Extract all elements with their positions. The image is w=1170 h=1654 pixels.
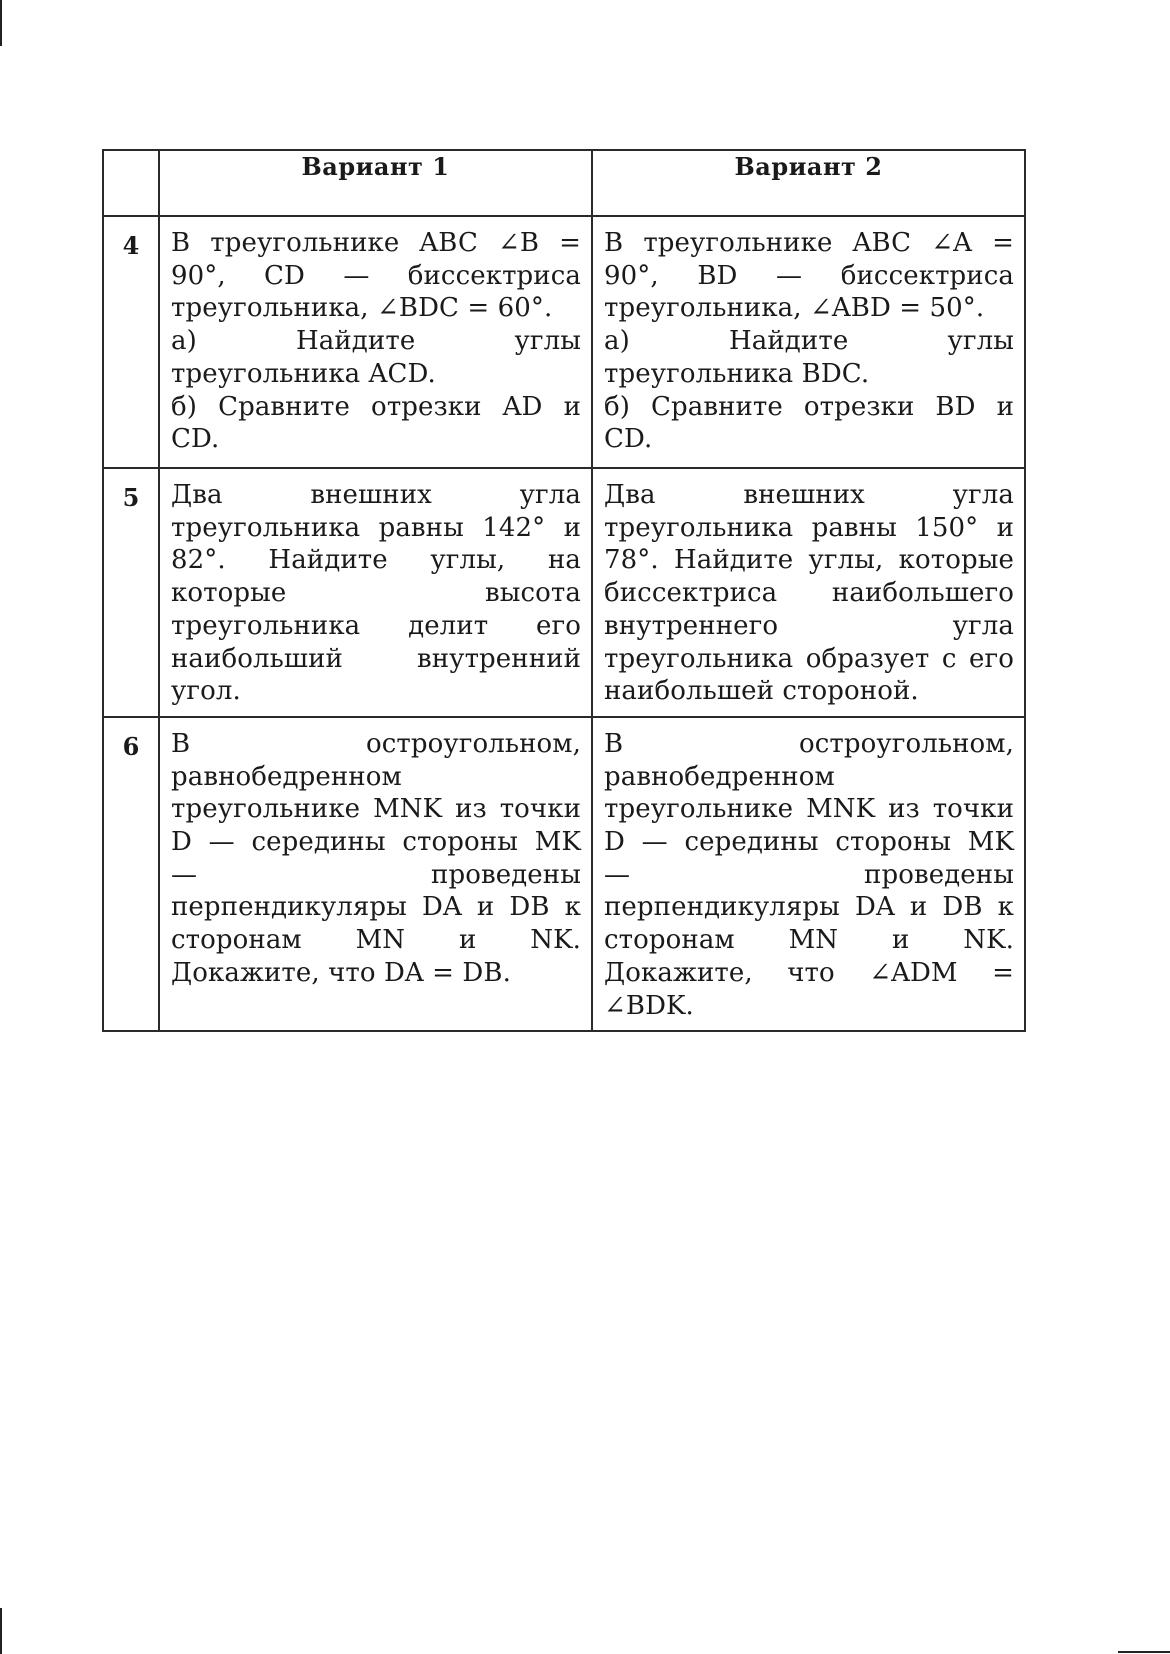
problem-text: В треугольнике ABC ∠A = 90°, BD — биссектриса треугольника, ∠ABD = 50°. bbox=[604, 228, 1014, 324]
problem-text: а) Найдите углы треугольника BDC. bbox=[604, 326, 1014, 389]
problems-table bbox=[102, 149, 1026, 1032]
problem-text: Два внешних угла треугольника равны 150° и 78°. Найдите углы, которые биссектриса наибольшего внутреннего угла треугольника образует с его наибольшей стороной. bbox=[604, 480, 1014, 707]
problem-text: б) Сравните отрезки AD и CD. bbox=[171, 391, 581, 455]
problem-5-variant-1 bbox=[159, 468, 592, 717]
crop-mark-bottom-left bbox=[0, 1608, 2, 1654]
problem-4-variant-1 bbox=[159, 216, 592, 468]
problem-6-variant-2 bbox=[592, 717, 1025, 1031]
problem-text: Два внешних угла треугольника равны 142° и 82°. Найдите углы, на которые высота треугольника делит его наибольший внутренний угол. bbox=[171, 480, 581, 707]
crop-mark-bottom-right bbox=[1118, 1651, 1170, 1653]
crop-mark-top-left bbox=[0, 0, 2, 46]
problem-text: б) Сравните отрезки BD и CD. bbox=[604, 391, 1014, 455]
problem-number: 4 bbox=[103, 216, 159, 468]
problem-text: В остроугольном, равнобедренном треугольнике MNK из точки D — середины стороны MK — проведены перпендикуляры DA и DB к сторонам MN и NK. Докажите, что ∠ADM = ∠BDK. bbox=[604, 728, 1014, 1021]
problem-number: 6 bbox=[103, 717, 159, 1031]
problem-row-4 bbox=[103, 216, 1025, 468]
problem-row-5 bbox=[103, 468, 1025, 717]
header-variant-2: Вариант 2 bbox=[592, 150, 1025, 216]
problem-6-variant-1 bbox=[159, 717, 592, 1031]
header-corner bbox=[103, 150, 159, 216]
problem-number: 5 bbox=[103, 468, 159, 717]
header-row bbox=[103, 150, 1025, 216]
problem-text: а) Найдите углы треугольника ACD. bbox=[171, 326, 581, 389]
header-variant-1: Вариант 1 bbox=[159, 150, 592, 216]
problem-row-6 bbox=[103, 717, 1025, 1031]
problem-4-variant-2 bbox=[592, 216, 1025, 468]
problem-text: В остроугольном, равнобедренном треугольнике MNK из точки D — середины стороны MK — проведены перпендикуляры DA и DB к сторонам MN и NK. Докажите, что DA = DB. bbox=[171, 728, 581, 988]
problem-5-variant-2 bbox=[592, 468, 1025, 717]
problem-text: В треугольнике ABC ∠B = 90°, CD — биссектриса треугольника, ∠BDC = 60°. bbox=[171, 228, 581, 324]
